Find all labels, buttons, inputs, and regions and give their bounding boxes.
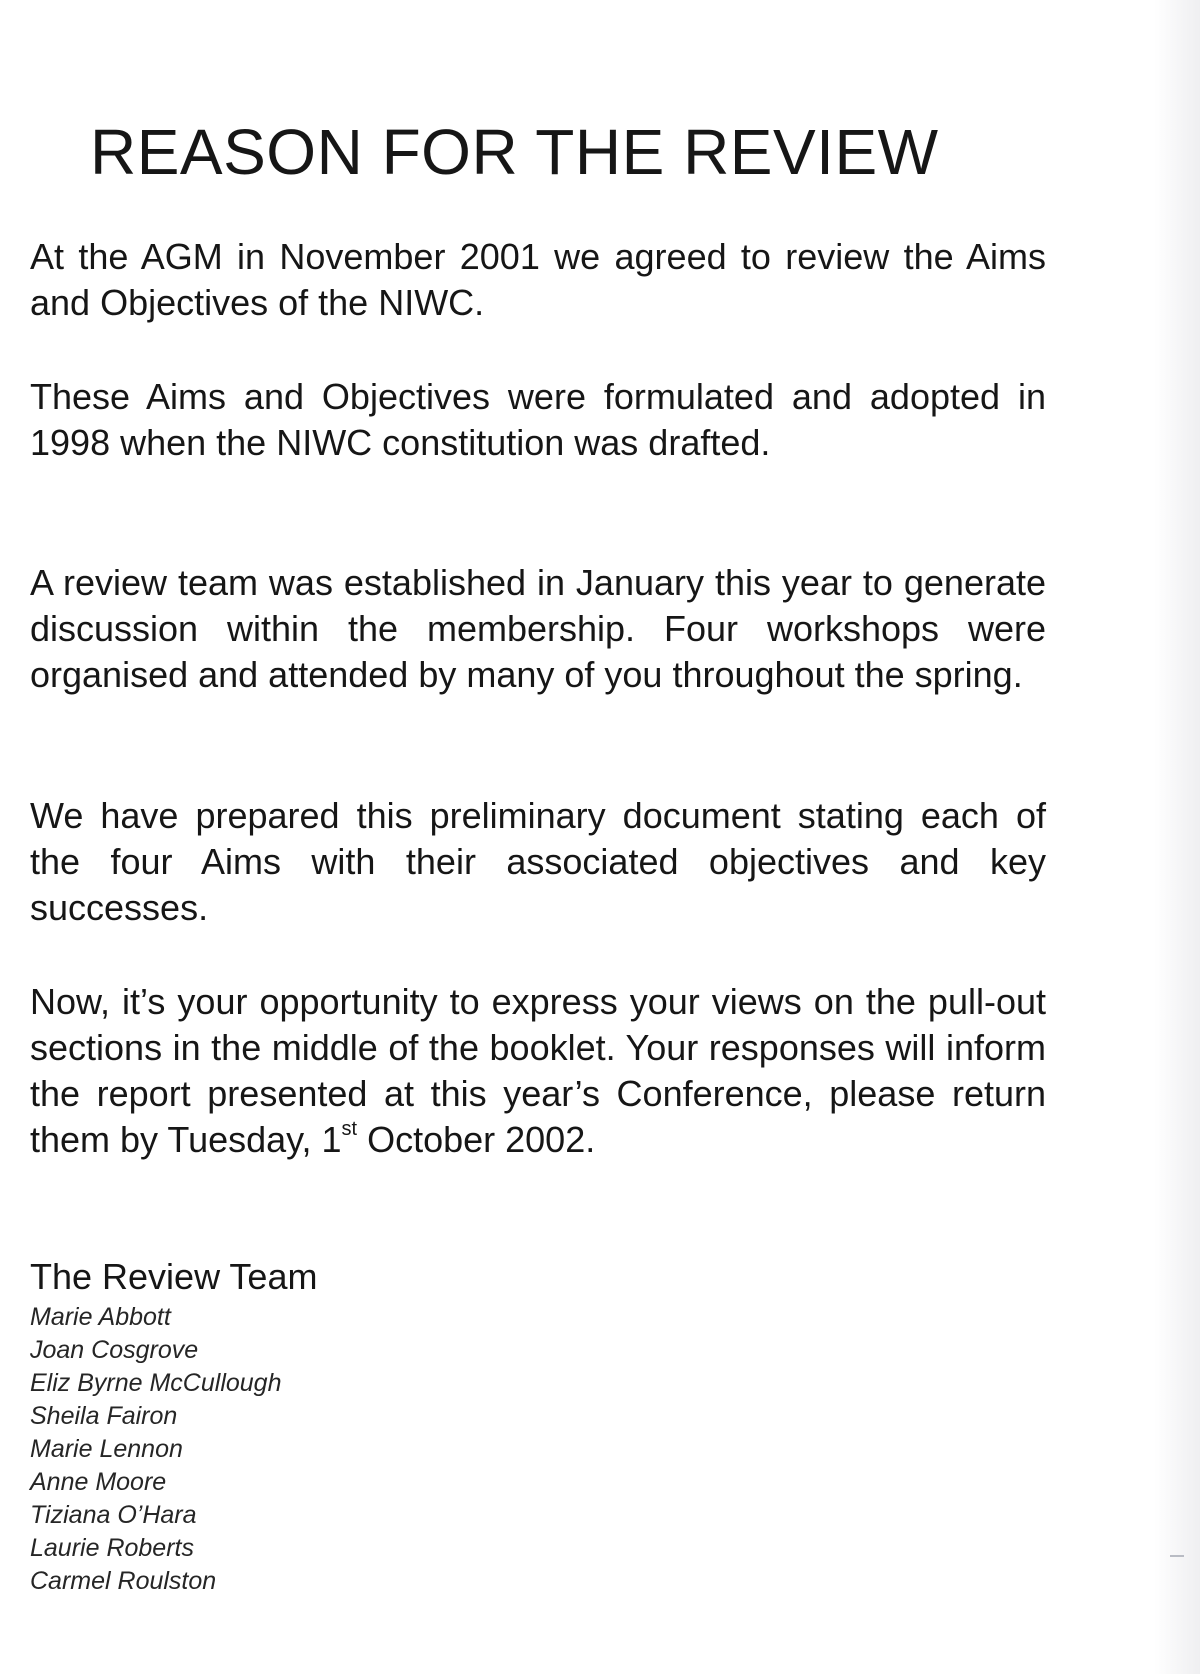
team-member: Joan Cosgrove [30,1336,199,1364]
page-title: REASON FOR THE REVIEW [90,116,939,188]
page-edge-shadow [1154,0,1200,1674]
paragraph-agm: At the AGM in November 2001 we agreed to review the Aims and Objectives of the NIWC. [30,236,1046,323]
paragraph-opportunity [30,979,1046,1163]
scan-mark [1170,1555,1184,1557]
team-member: Marie Abbott [30,1303,171,1331]
paragraph-opportunity-date: October 2002. [357,1119,596,1160]
paragraph-review-team: A review team was established in January this year to generate discussion within the membership. Four workshops were organised and attended by many of you throughout the spring. [30,562,1046,695]
team-member: Anne Moore [30,1468,167,1496]
team-member: Laurie Roberts [30,1534,194,1562]
review-team-heading: The Review Team [30,1256,318,1297]
date-ordinal-suffix: st [341,1118,358,1140]
team-member: Tiziana O’Hara [30,1501,197,1529]
review-team-list [30,1301,282,1598]
paragraph-opportunity-text: Now, it’s your opportunity to express your views on the pull-out sections in the middle of the booklet. Your responses will inform the report presented at this year’s Conference, please return them by Tuesday, 1 [30,981,1046,1160]
paragraph-formulation: These Aims and Objectives were formulated and adopted in 1998 when the NIWC constitution was drafted. [30,376,1046,463]
team-member: Sheila Fairon [30,1402,178,1430]
team-member: Eliz Byrne McCullough [30,1369,282,1397]
team-member: Marie Lennon [30,1435,183,1463]
team-member: Carmel Roulston [30,1567,217,1595]
paragraph-preliminary-document: We have prepared this preliminary document stating each of the four Aims with their associated objectives and key successes. [30,795,1046,928]
